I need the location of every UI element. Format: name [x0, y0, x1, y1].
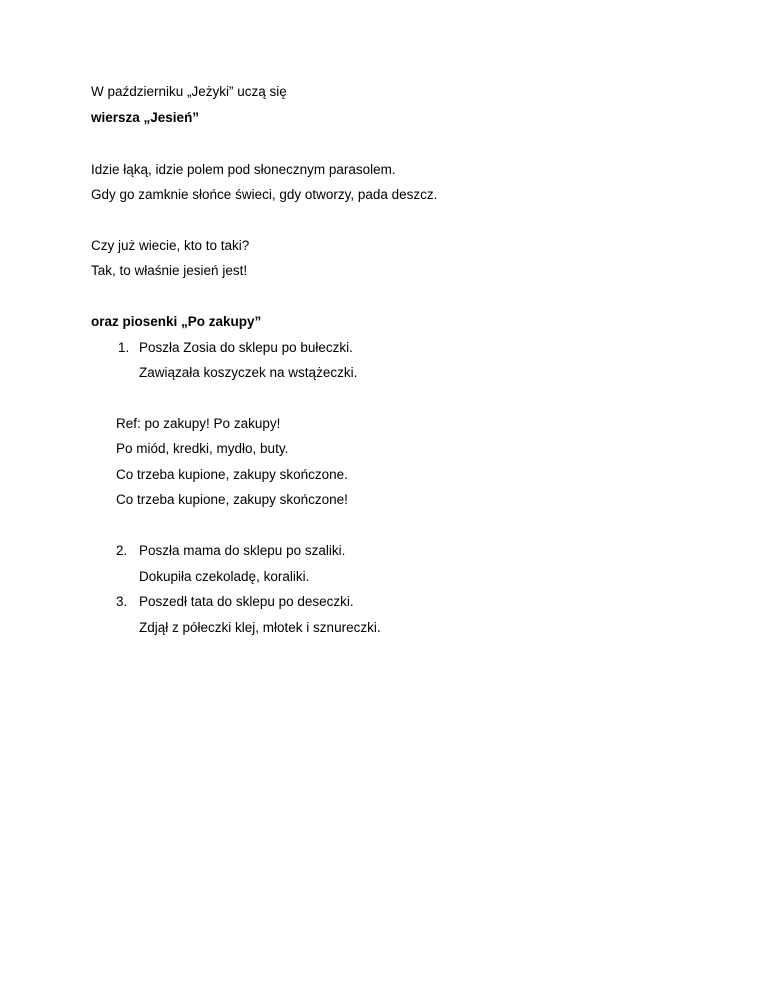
- verse-line: Poszedł tata do sklepu po deseczki.: [139, 594, 354, 609]
- verse-number: 2.: [116, 543, 128, 558]
- verse-line: Zdjął z półeczki klej, młotek i sznureczki.: [139, 620, 381, 635]
- poem-line: Tak, to właśnie jesień jest!: [91, 263, 248, 278]
- intro-poem-title: wiersza „Jesień”: [91, 110, 200, 125]
- intro-line: W październiku „Jeżyki” uczą się: [91, 84, 287, 99]
- verse-number: 3.: [116, 594, 128, 609]
- poem-line: Gdy go zamknie słońce świeci, gdy otworzy, pada deszcz.: [91, 187, 438, 202]
- poem-line: Idzie łąką, idzie polem pod słonecznym parasolem.: [91, 162, 396, 177]
- verse-line: Dokupiła czekoladę, koraliki.: [139, 569, 310, 584]
- refrain-line: Co trzeba kupione, zakupy skończone!: [116, 492, 348, 507]
- verse-line: Poszła Zosia do sklepu po bułeczki.: [139, 340, 353, 355]
- verse-line: Poszła mama do sklepu po szaliki.: [139, 543, 346, 558]
- poem-line: Czy już wiecie, kto to taki?: [91, 238, 250, 253]
- refrain-line: Co trzeba kupione, zakupy skończone.: [116, 467, 348, 482]
- refrain-line: Po miód, kredki, mydło, buty.: [116, 441, 289, 456]
- verse-line: Zawiązała koszyczek na wstążeczki.: [139, 365, 358, 380]
- song-heading: oraz piosenki „Po zakupy”: [91, 314, 262, 329]
- refrain-line: Ref: po zakupy! Po zakupy!: [116, 416, 281, 431]
- verse-number: 1.: [118, 340, 130, 355]
